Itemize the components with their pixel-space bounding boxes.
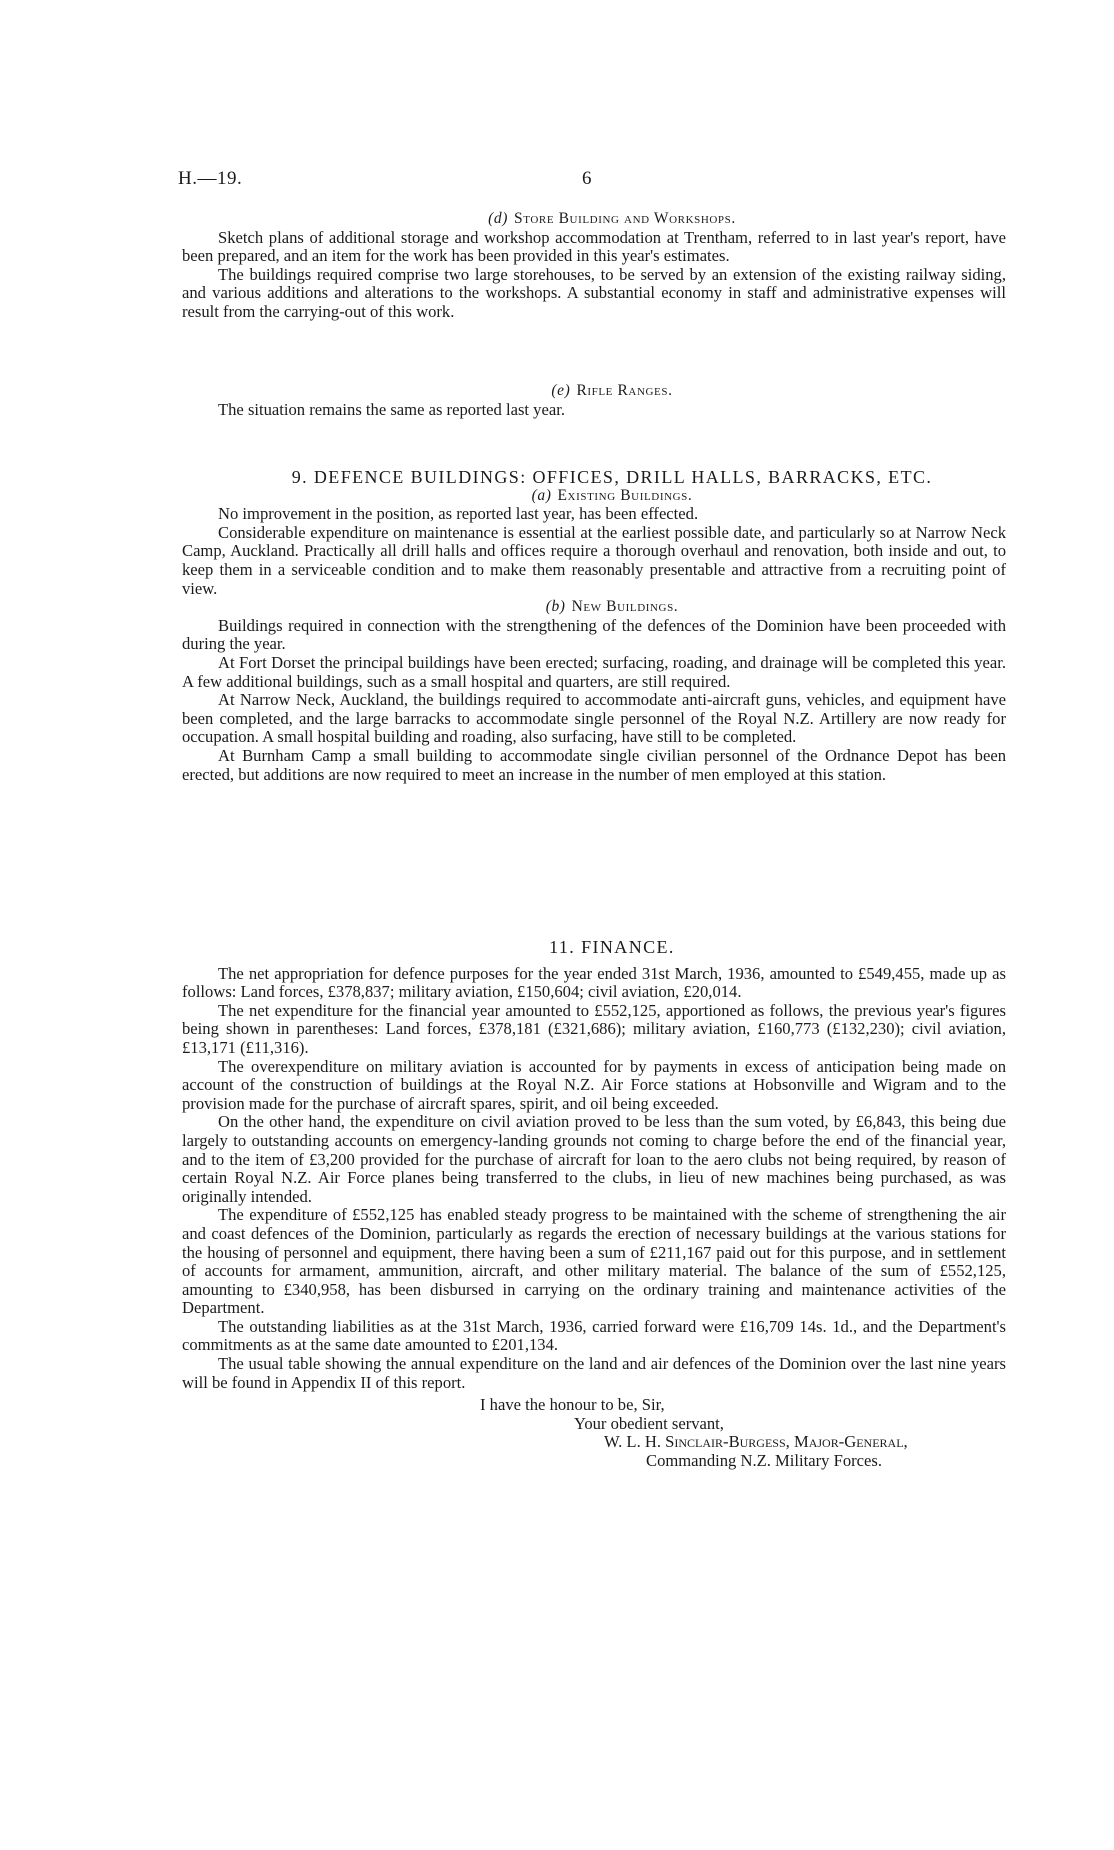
paragraph: The outstanding liabilities as at the 31st March, 1936, carried forward were £16,709 14s. 1d., and the Department's commitments as at the same date amounted to £201,134. [182, 1316, 1006, 1355]
paragraph: The usual table showing the annual expenditure on the land and air defences of the Dominion over the last nine years will be found in Appendix II of this report. [182, 1354, 1006, 1392]
rifle-section [182, 382, 1006, 419]
store-heading: (d) Store Building and Workshops. [488, 210, 736, 227]
paragraph: The situation remains the same as reported last year. [218, 399, 565, 419]
section-11 [182, 938, 1006, 1471]
paragraph: The overexpenditure on military aviation is accounted for by payments in excess of anticipation being made on account of the construction of buildings at the Royal N.Z. Air Force stations at Hobsonville and Wigram and to the provision made for the purchase of aircraft spares, spirit, and oil being exceeded. [182, 1056, 1006, 1113]
report-code: H.—19. [178, 168, 243, 189]
section-9-heading: 9. DEFENCE BUILDINGS: OFFICES, DRILL HALLS, BARRACKS, ETC. [291, 467, 933, 487]
paragraph: The net appropriation for defence purposes for the year ended 31st March, 1936, amounted to £549,455, made up as follows: Land forces, £378,837; military aviation, £150,604; civil aviation, £20,014. [182, 963, 1006, 1002]
paragraph: Buildings required in connection with the strengthening of the defences of the Dominion have been proceeded with during the year. [182, 615, 1006, 654]
paragraph: No improvement in the position, as reported last year, has been effected. [218, 504, 699, 524]
section-11-heading: 11. FINANCE. [549, 937, 675, 957]
signatory: W. L. H. Sinclair-Burgess, Major-General, [604, 1432, 908, 1452]
paragraph: At Fort Dorset the principal buildings have been erected; surfacing, roading, and drainage will be completed this year. A few additional buildings, such as a small hospital and quarters, are still required. [182, 652, 1006, 691]
new-buildings-heading: (b) New Buildings. [545, 598, 679, 616]
closing-line-2: Your obedient servant, [574, 1413, 724, 1433]
paragraph: At Burnham Camp a small building to accommodate single civilian personnel of the Ordnance Depot has been erected, but additions are now required to meet an increase in the number of men employed at this station. [182, 745, 1006, 784]
paragraph: The net expenditure for the financial year amounted to £552,125, apportioned as follows, the previous year's figures being shown in parentheses: Land forces, £378,181 (£321,686); military aviation, £160,773 (£132,230); civil aviation, £13,171 (£11,316). [182, 1000, 1006, 1057]
rifle-heading: (e) Rifle Ranges. [551, 382, 673, 399]
paragraph: Considerable expenditure on maintenance is essential at the earliest possible date, and particularly so at Narrow Neck Camp, Auckland. Practically all drill halls and offices require a thorough overhaul and renovation, both inside and out, to keep them in a serviceable condition and to make them reasonably presentable and attractive from a recruiting point of view. [182, 522, 1006, 598]
store-section [182, 210, 1006, 322]
section-9 [182, 468, 1006, 784]
closing-line-1: I have the honour to be, Sir, [480, 1395, 665, 1415]
paragraph: Sketch plans of additional storage and workshop accommodation at Trentham, referred to in last year's report, have been prepared, and an item for the work has been provided in this year's estimates. [182, 227, 1006, 266]
page-number: 6 [582, 168, 592, 189]
paragraph: At Narrow Neck, Auckland, the buildings required to accommodate anti-aircraft guns, vehicles, and equipment have been completed, and the large barracks to accommodate single personnel of the Royal N.Z. Artillery are now ready for occupation. A small hospital building and roading, also surfacing, have still to be completed. [182, 690, 1006, 747]
paragraph: On the other hand, the expenditure on civil aviation proved to be less than the sum voted, by £6,843, this being due largely to outstanding accounts on emergency-landing grounds not coming to charge before the end of the financial year, and to the item of £3,200 provided for the purchase of aircraft for loan to the aero clubs not being required, by reason of certain Royal N.Z. Air Force planes being transferred to the clubs, in lieu of new machines being purchased, as was originally intended. [182, 1112, 1006, 1206]
paragraph: The buildings required comprise two large storehouses, to be served by an extension of the existing railway siding, and various additions and alterations to the workshops. A substantial economy in staff and administrative expenses will result from the carrying-out of this work. [182, 264, 1006, 321]
existing-buildings-heading: (a) Existing Buildings. [531, 486, 693, 504]
signatory-title: Commanding N.Z. Military Forces. [646, 1451, 882, 1471]
paragraph: The expenditure of £552,125 has enabled steady progress to be maintained with the scheme of strengthening the air and coast defences of the Dominion, particularly as regards the erection of necessary buildings at the various stations for the housing of personnel and equipment, there having been a sum of £211,167 paid out for this purpose, and in settlement of accounts for armament, ammunition, aircraft, and other military material. The balance of the sum of £552,125, amounting to £340,958, has been disbursed in carrying on the ordinary training and maintenance activities of the Department. [182, 1205, 1006, 1318]
